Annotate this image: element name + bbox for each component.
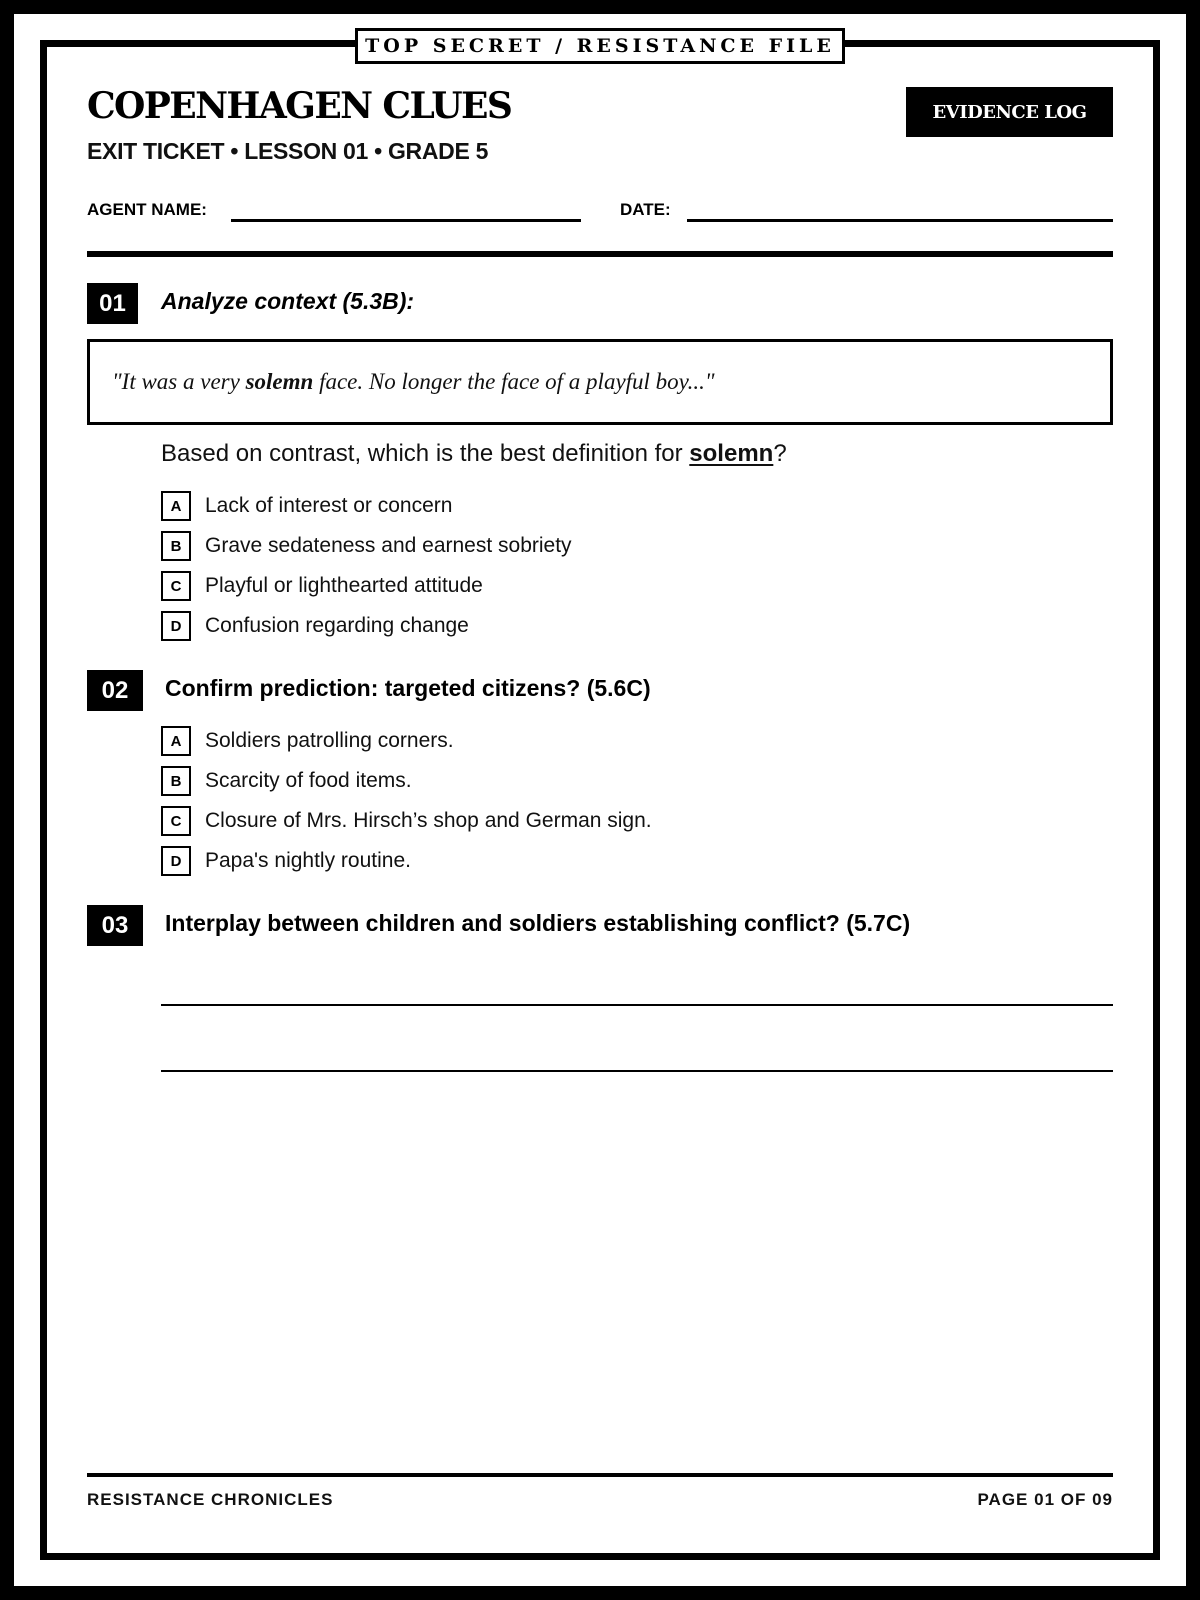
option-letter-box[interactable]: C — [161, 571, 191, 601]
question-title: Interplay between children and soldiers establishing conflict? (5.7C) — [165, 910, 911, 936]
option-letter-box[interactable]: D — [161, 611, 191, 641]
quote-part: face. No longer the face of a playful boy..." — [313, 369, 715, 394]
page-subtitle: EXIT TICKET • LESSON 01 • GRADE 5 — [87, 138, 489, 164]
answer-line[interactable] — [161, 1004, 1113, 1006]
option-letter-box[interactable]: A — [161, 726, 191, 756]
quote-box — [87, 339, 1113, 425]
answer-option[interactable] — [161, 804, 652, 838]
document-frame — [40, 40, 1160, 1560]
answer-option[interactable] — [161, 489, 452, 523]
answer-option[interactable] — [161, 724, 454, 758]
option-letter-box[interactable]: C — [161, 806, 191, 836]
option-text: Scarcity of food items. — [205, 769, 412, 792]
agent-name-field[interactable] — [231, 219, 581, 222]
answer-line[interactable] — [161, 1070, 1113, 1072]
option-text: Confusion regarding change — [205, 614, 469, 637]
footer-series-title: RESISTANCE CHRONICLES — [87, 1490, 334, 1509]
agent-name-label: AGENT NAME: — [87, 200, 207, 219]
question-number-badge: 01 — [87, 283, 138, 324]
prompt-part: Based on contrast, which is the best definition for — [161, 440, 690, 467]
quote-text — [112, 369, 715, 395]
question-prompt — [161, 440, 787, 468]
date-field[interactable] — [687, 219, 1113, 222]
question-title: Analyze context (5.3B): — [161, 288, 415, 314]
answer-option[interactable] — [161, 529, 572, 563]
footer-divider — [87, 1473, 1113, 1477]
page-indicator: PAGE 01 OF 09 — [977, 1490, 1113, 1509]
classification-banner: TOP SECRET / RESISTANCE FILE — [355, 28, 845, 64]
answer-option[interactable] — [161, 844, 411, 878]
option-text: Closure of Mrs. Hirsch’s shop and German sign. — [205, 809, 652, 832]
question-number-badge: 02 — [87, 670, 143, 711]
question-title: Confirm prediction: targeted citizens? (5.6C) — [165, 675, 651, 701]
date-label: DATE: — [620, 200, 671, 219]
answer-option[interactable] — [161, 609, 469, 643]
agent-info-row — [87, 195, 1113, 225]
page-title: COPENHAGEN CLUES — [87, 85, 512, 127]
option-letter-box[interactable]: D — [161, 846, 191, 876]
option-letter-box[interactable]: A — [161, 491, 191, 521]
evidence-log-button[interactable]: EVIDENCE LOG — [906, 87, 1113, 137]
answer-option[interactable] — [161, 569, 483, 603]
quote-part: "It was a very — [112, 369, 246, 394]
option-text: Lack of interest or concern — [205, 494, 453, 517]
question-number-badge: 03 — [87, 905, 143, 946]
answer-option[interactable] — [161, 764, 412, 798]
option-text: Papa's nightly routine. — [205, 849, 411, 872]
option-text: Soldiers patrolling corners. — [205, 729, 454, 752]
quote-keyword: solemn — [245, 369, 314, 394]
option-text: Grave sedateness and earnest sobriety — [205, 534, 572, 557]
prompt-part: ? — [773, 440, 787, 467]
header-divider — [87, 251, 1113, 257]
option-text: Playful or lighthearted attitude — [205, 574, 483, 597]
option-letter-box[interactable]: B — [161, 531, 191, 561]
prompt-keyword: solemn — [689, 440, 774, 467]
option-letter-box[interactable]: B — [161, 766, 191, 796]
